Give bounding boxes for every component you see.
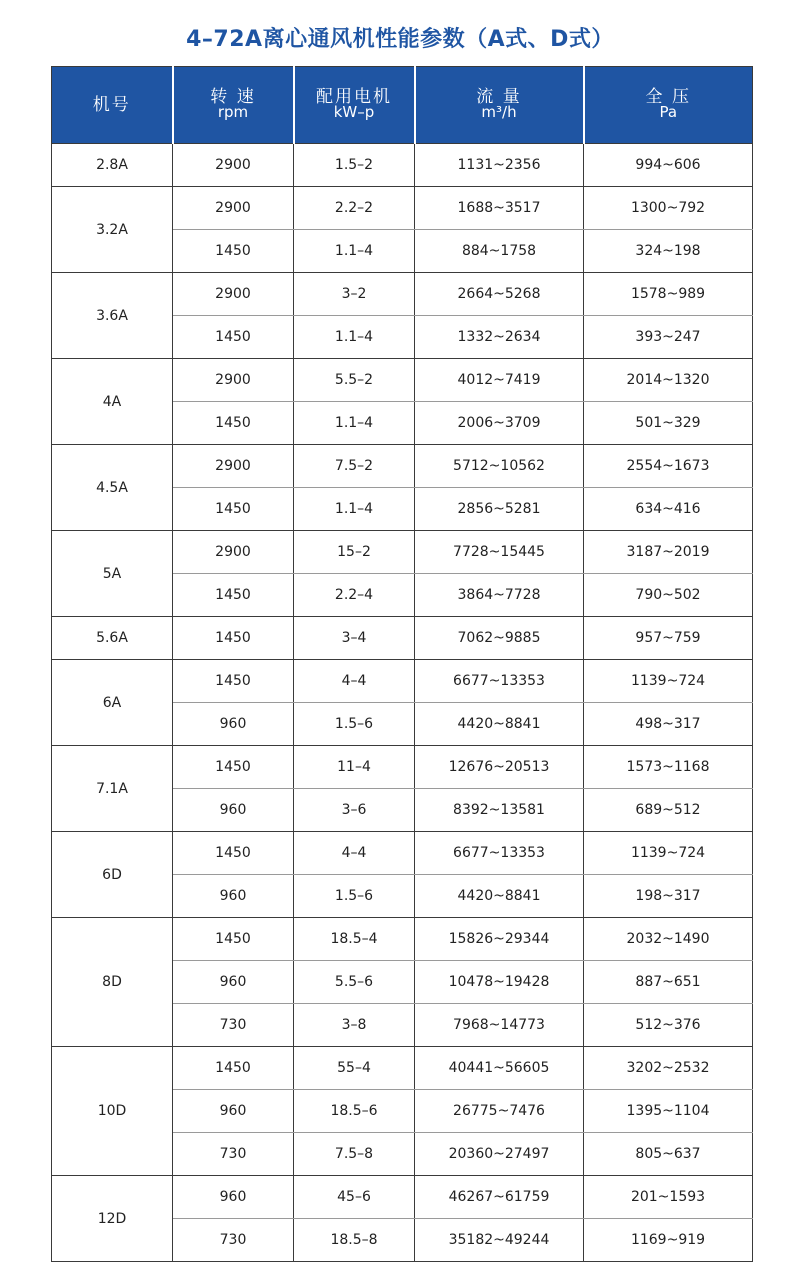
model-cell: 5A [52, 531, 173, 617]
flow-cell: 1688~3517 [415, 187, 584, 230]
speed-cell: 2900 [173, 531, 294, 574]
pressure-cell: 498~317 [584, 703, 753, 746]
header-pressure: 全 压 Pa [584, 67, 753, 144]
speed-cell: 1450 [173, 918, 294, 961]
model-cell: 5.6A [52, 617, 173, 660]
pressure-cell: 393~247 [584, 316, 753, 359]
pressure-cell: 805~637 [584, 1133, 753, 1176]
speed-cell: 960 [173, 789, 294, 832]
header-speed: 转 速 rpm [173, 67, 294, 144]
flow-cell: 3864~7728 [415, 574, 584, 617]
speed-cell: 2900 [173, 445, 294, 488]
model-cell: 10D [52, 1047, 173, 1176]
speed-cell: 960 [173, 1176, 294, 1219]
motor-cell: 4–4 [294, 660, 415, 703]
table-row [52, 144, 753, 187]
motor-cell: 5.5–2 [294, 359, 415, 402]
flow-cell: 7062~9885 [415, 617, 584, 660]
table-row [52, 445, 753, 488]
table-row [52, 187, 753, 230]
pressure-cell: 994~606 [584, 144, 753, 187]
table-row [52, 359, 753, 402]
flow-cell: 4012~7419 [415, 359, 584, 402]
flow-cell: 7728~15445 [415, 531, 584, 574]
pressure-cell: 689~512 [584, 789, 753, 832]
table-row [52, 531, 753, 574]
pressure-cell: 1395~1104 [584, 1090, 753, 1133]
motor-cell: 18.5–6 [294, 1090, 415, 1133]
pressure-cell: 3187~2019 [584, 531, 753, 574]
motor-cell: 1.1–4 [294, 230, 415, 273]
speed-cell: 1450 [173, 617, 294, 660]
pressure-cell: 887~651 [584, 961, 753, 1004]
pressure-cell: 790~502 [584, 574, 753, 617]
table-row [52, 746, 753, 789]
motor-cell: 1.5–2 [294, 144, 415, 187]
flow-cell: 35182~49244 [415, 1219, 584, 1262]
flow-cell: 40441~56605 [415, 1047, 584, 1090]
motor-cell: 15–2 [294, 531, 415, 574]
flow-cell: 4420~8841 [415, 703, 584, 746]
model-cell: 8D [52, 918, 173, 1047]
motor-cell: 7.5–2 [294, 445, 415, 488]
pressure-cell: 201~1593 [584, 1176, 753, 1219]
motor-cell: 1.1–4 [294, 402, 415, 445]
flow-cell: 8392~13581 [415, 789, 584, 832]
model-cell: 4.5A [52, 445, 173, 531]
table-row [52, 273, 753, 316]
speed-cell: 1450 [173, 230, 294, 273]
pressure-cell: 1578~989 [584, 273, 753, 316]
fan-performance-table [51, 66, 753, 1262]
pressure-cell: 1573~1168 [584, 746, 753, 789]
motor-cell: 1.1–4 [294, 488, 415, 531]
speed-cell: 1450 [173, 746, 294, 789]
speed-cell: 2900 [173, 359, 294, 402]
speed-cell: 2900 [173, 187, 294, 230]
header-flow: 流 量 m³/h [415, 67, 584, 144]
speed-cell: 1450 [173, 488, 294, 531]
flow-cell: 4420~8841 [415, 875, 584, 918]
flow-cell: 2664~5268 [415, 273, 584, 316]
pressure-cell: 512~376 [584, 1004, 753, 1047]
page-title: 4–72A离心通风机性能参数（A式、D式） [186, 27, 614, 52]
speed-cell: 1450 [173, 660, 294, 703]
motor-cell: 1.5–6 [294, 703, 415, 746]
table-row [52, 832, 753, 875]
pressure-cell: 2554~1673 [584, 445, 753, 488]
speed-cell: 730 [173, 1133, 294, 1176]
motor-cell: 2.2–4 [294, 574, 415, 617]
motor-cell: 2.2–2 [294, 187, 415, 230]
pressure-cell: 2014~1320 [584, 359, 753, 402]
flow-cell: 7968~14773 [415, 1004, 584, 1047]
motor-cell: 7.5–8 [294, 1133, 415, 1176]
header-row [52, 67, 753, 144]
flow-cell: 2856~5281 [415, 488, 584, 531]
header-motor: 配用电机 kW–p [294, 67, 415, 144]
table-row [52, 1176, 753, 1219]
motor-cell: 1.1–4 [294, 316, 415, 359]
motor-cell: 55–4 [294, 1047, 415, 1090]
pressure-cell: 1139~724 [584, 832, 753, 875]
model-cell: 3.2A [52, 187, 173, 273]
header-model: 机号 [52, 67, 173, 144]
motor-cell: 11–4 [294, 746, 415, 789]
motor-cell: 3–8 [294, 1004, 415, 1047]
flow-cell: 6677~13353 [415, 660, 584, 703]
motor-cell: 3–6 [294, 789, 415, 832]
flow-cell: 10478~19428 [415, 961, 584, 1004]
speed-cell: 960 [173, 703, 294, 746]
motor-cell: 3–4 [294, 617, 415, 660]
flow-cell: 15826~29344 [415, 918, 584, 961]
speed-cell: 2900 [173, 144, 294, 187]
speed-cell: 1450 [173, 316, 294, 359]
motor-cell: 3–2 [294, 273, 415, 316]
pressure-cell: 198~317 [584, 875, 753, 918]
motor-cell: 18.5–4 [294, 918, 415, 961]
pressure-cell: 1169~919 [584, 1219, 753, 1262]
speed-cell: 1450 [173, 832, 294, 875]
model-cell: 2.8A [52, 144, 173, 187]
model-cell: 6D [52, 832, 173, 918]
table-row [52, 1047, 753, 1090]
speed-cell: 960 [173, 1090, 294, 1133]
pressure-cell: 1139~724 [584, 660, 753, 703]
speed-cell: 730 [173, 1219, 294, 1262]
motor-cell: 1.5–6 [294, 875, 415, 918]
pressure-cell: 1300~792 [584, 187, 753, 230]
model-cell: 7.1A [52, 746, 173, 832]
flow-cell: 46267~61759 [415, 1176, 584, 1219]
flow-cell: 6677~13353 [415, 832, 584, 875]
pressure-cell: 324~198 [584, 230, 753, 273]
flow-cell: 884~1758 [415, 230, 584, 273]
motor-cell: 18.5–8 [294, 1219, 415, 1262]
speed-cell: 730 [173, 1004, 294, 1047]
flow-cell: 2006~3709 [415, 402, 584, 445]
pressure-cell: 957~759 [584, 617, 753, 660]
flow-cell: 1332~2634 [415, 316, 584, 359]
speed-cell: 1450 [173, 402, 294, 445]
motor-cell: 4–4 [294, 832, 415, 875]
pressure-cell: 501~329 [584, 402, 753, 445]
motor-cell: 5.5–6 [294, 961, 415, 1004]
flow-cell: 26775~7476 [415, 1090, 584, 1133]
table-row [52, 617, 753, 660]
table-row [52, 660, 753, 703]
pressure-cell: 2032~1490 [584, 918, 753, 961]
speed-cell: 960 [173, 961, 294, 1004]
flow-cell: 20360~27497 [415, 1133, 584, 1176]
pressure-cell: 634~416 [584, 488, 753, 531]
model-cell: 4A [52, 359, 173, 445]
speed-cell: 960 [173, 875, 294, 918]
motor-cell: 45–6 [294, 1176, 415, 1219]
speed-cell: 2900 [173, 273, 294, 316]
speed-cell: 1450 [173, 1047, 294, 1090]
model-cell: 6A [52, 660, 173, 746]
flow-cell: 1131~2356 [415, 144, 584, 187]
table-row [52, 918, 753, 961]
model-cell: 12D [52, 1176, 173, 1262]
pressure-cell: 3202~2532 [584, 1047, 753, 1090]
speed-cell: 1450 [173, 574, 294, 617]
model-cell: 3.6A [52, 273, 173, 359]
flow-cell: 12676~20513 [415, 746, 584, 789]
flow-cell: 5712~10562 [415, 445, 584, 488]
